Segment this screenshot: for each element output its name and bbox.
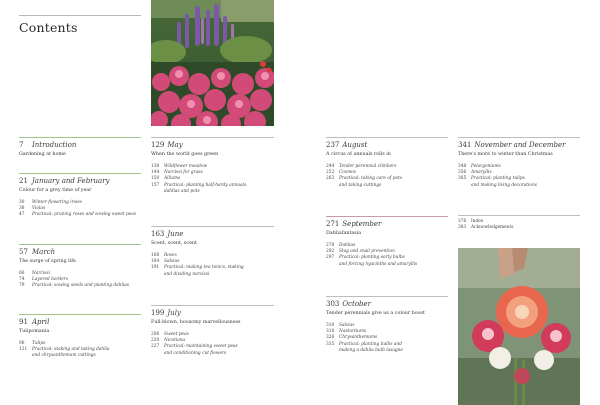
entry-list [19,341,141,360]
chapter-section [458,137,580,189]
entry-page-number: 365 [458,176,467,182]
entry-title: Winter-flowering irises [32,200,82,205]
chapter-section [326,137,448,189]
page-title: Contents [19,20,78,35]
section-rule [326,296,448,297]
chapter-section [19,314,141,360]
chapter-subtitle: A circus of annuals rolls in [326,152,391,157]
entry-page-number: 263 [326,176,335,182]
entry-title: Practical: staking and taking dahlia [32,347,110,353]
chapter-section [151,226,274,278]
chapter-heading[interactable] [151,230,274,238]
chapter-subtitle: The surge of spring life [19,259,76,264]
entry-title: Layered borders [32,277,69,283]
entry-page-number: 138 [151,164,160,169]
entry-page-number: 206 [151,332,160,337]
chapter-page-number: 271 [326,220,340,228]
entry-title: and taking cuttings [339,182,382,188]
section-rule [326,216,448,217]
chapter-section [151,137,274,195]
chapter-page-number: 7 [19,141,24,149]
entry-title: making a dahlia bulb lasagne [339,347,403,353]
chapter-title: July [167,309,181,317]
entry-list [151,164,274,195]
chapter-page-number: 199 [151,309,165,317]
entry-title: Tulips [32,341,46,346]
entry-title: Amaryllis [471,170,492,176]
entry-title: Practical: planting bulbs and [339,341,402,347]
chapter-subtitle: Gardening at home [19,152,66,157]
entry-title: Pelargoniums [471,164,501,169]
entry-list [458,164,580,189]
entry-page-number: 168 [151,253,160,258]
entry-page-number: 47 [19,212,25,218]
entry-page-number: 144 [151,170,160,176]
entry-title: Practical: maintaining sweet peas [164,344,238,350]
entry-title: Slug and snail prevention [339,249,395,255]
chapter-subtitle: Tulipomania [19,329,50,334]
chapter-heading[interactable] [19,318,141,326]
chapter-title: April [32,318,50,326]
contents-entry[interactable] [151,272,274,278]
entry-title: and forcing hyacinths and amaryllis [339,261,418,267]
chapter-page-number: 237 [326,141,340,149]
chapter-page-number: 163 [151,230,165,238]
chapter-subtitle: Full-blown, boozomy marvellousness [151,320,241,325]
entry-page-number: 121 [19,347,28,353]
entry-list [151,332,274,357]
entry-title: Salvias [164,259,180,265]
chapter-heading[interactable] [326,300,448,308]
entry-list [151,253,274,278]
chapter-section [458,215,580,231]
contents-entry[interactable] [458,183,580,189]
contents-entry[interactable] [326,262,448,268]
entry-page-number: 356 [458,170,467,176]
entry-page-number: 38 [19,206,25,212]
chapter-heading[interactable] [151,309,274,317]
chapter-subtitle: Tender perennials give us a colour boost [326,311,425,316]
contents-entry[interactable] [19,283,141,289]
entry-page-number: 348 [458,164,467,169]
section-rule [19,314,141,315]
entry-page-number: 30 [19,200,25,205]
entry-title: Roses [164,253,177,258]
chapter-section [19,173,141,219]
entry-page-number: 310 [326,323,335,328]
chapter-title: January and February [32,177,110,185]
entry-title: Cosmos [339,170,356,176]
chapter-title: March [32,248,56,256]
chapter-heading[interactable] [19,248,141,256]
chapter-subtitle: Scent, scent, scent [151,241,197,246]
section-rule [19,244,141,245]
section-rule [151,305,274,306]
section-rule [458,215,580,216]
entry-page-number: 184 [151,259,160,265]
chapter-subtitle: When the world goes green [151,152,219,157]
entry-page-number: 244 [326,164,335,169]
chapter-heading[interactable] [151,141,274,149]
contents-entry[interactable] [19,353,141,359]
entry-list [19,271,141,290]
chapter-page-number: 21 [19,177,28,185]
entry-page-number: 220 [151,338,160,344]
chapter-heading[interactable] [19,141,141,149]
entry-title: Practical: pruning roses and sowing sweet peas [32,212,137,218]
entry-page-number: 66 [19,271,25,276]
entry-page-number: 297 [326,255,335,261]
contents-column [151,0,274,405]
entry-page-number: 191 [151,265,160,271]
entry-title: Tender perennial climbers [339,164,397,169]
section-rule [19,137,141,138]
contents-entry[interactable] [19,212,141,218]
entry-page-number: 335 [326,341,335,347]
chapter-section [19,244,141,290]
entry-title: Chrysanthemums [339,335,378,341]
entry-title: and dividing narcissi [164,271,210,277]
entry-title: Alliums [164,176,181,182]
chapter-section [326,216,448,268]
chapter-subtitle: Dahliafantasia [326,231,362,236]
section-rule [19,173,141,174]
entry-page-number: 150 [151,176,160,182]
entry-page-number: 227 [151,344,160,350]
entry-title: and making living decorations [471,182,537,188]
chapter-heading[interactable] [19,177,141,185]
entry-title: and conditioning cut flowers [164,350,227,356]
contents-column [458,0,580,405]
entry-page-number: 318 [326,329,335,335]
entry-page-number: 79 [19,283,25,289]
contents-column [326,0,448,405]
entry-title: Practical: taking care of pots [339,176,403,182]
entry-title: and chrysanthemum cuttings [32,353,96,359]
chapter-subtitle: There's more to winter than Christmas [458,152,553,157]
section-rule [326,137,448,138]
entry-title: Nicotiana [164,338,186,344]
chapter-page-number: 129 [151,141,165,149]
entry-title: dahlias and pots [164,188,200,194]
entry-title: Wildflower meadow [164,164,208,169]
entry-title: Narcissi [32,271,50,276]
entry-title: Practical: sowing seeds and planting dahlias [32,283,129,289]
entry-title: Sweet peas [164,332,189,337]
entry-page-number: 326 [326,335,335,341]
chapter-heading[interactable] [458,141,580,149]
entry-title: Acknowledgements [471,225,514,231]
chapter-section [151,305,274,357]
entry-title: Violas [32,206,46,212]
contents-entry[interactable] [151,189,274,195]
entry-title: Practical: planting tulips [471,176,525,182]
section-rule [151,226,274,227]
section-rule [458,137,580,138]
chapter-heading[interactable] [326,141,448,149]
chapter-title: September [342,220,382,228]
chapter-subtitle: Colour for a grey time of year [19,188,92,193]
section-rule [151,137,274,138]
chapter-page-number: 91 [19,318,28,326]
chapter-heading[interactable] [326,220,448,228]
entry-page-number: 376 [458,219,467,224]
entry-title: Nasturtiums [339,329,367,335]
entry-title: Practical: planting half-hardy annuals, [164,182,248,188]
chapter-title: August [342,141,368,149]
chapter-title: November and December [474,141,566,149]
contents-entry[interactable] [151,351,274,357]
chapter-title: Introduction [32,141,77,149]
chapter-title: May [167,141,183,149]
chapter-title: October [342,300,372,308]
chapter-title: June [167,230,184,238]
contents-entry[interactable] [326,183,448,189]
entry-page-number: 383 [458,225,467,231]
chapter-section [19,137,141,158]
entry-title: Practical: planting early bulbs [339,255,405,261]
entry-page-number: 74 [19,277,25,283]
chapter-page-number: 341 [458,141,472,149]
entry-title: Narcissi for grass [164,170,203,176]
chapter-page-number: 303 [326,300,340,308]
entry-list [326,323,448,354]
entry-list [458,219,580,231]
entry-title: Practical: making tea tonics, staking [164,265,244,271]
entry-page-number: 252 [326,170,335,176]
entry-page-number: 292 [326,249,335,255]
entry-page-number: 157 [151,182,160,188]
entry-title: Salvias [339,323,355,328]
contents-entry[interactable] [326,348,448,354]
chapter-section [326,296,448,354]
entry-title: Index [471,219,484,224]
entry-list [326,164,448,189]
entry-page-number: 278 [326,243,335,248]
entry-list [326,243,448,268]
entry-title: Dahlias [339,243,356,248]
contents-column [19,0,141,405]
entry-list [19,200,141,219]
contents-entry[interactable] [458,225,580,231]
chapter-page-number: 57 [19,248,28,256]
entry-page-number: 96 [19,341,25,346]
